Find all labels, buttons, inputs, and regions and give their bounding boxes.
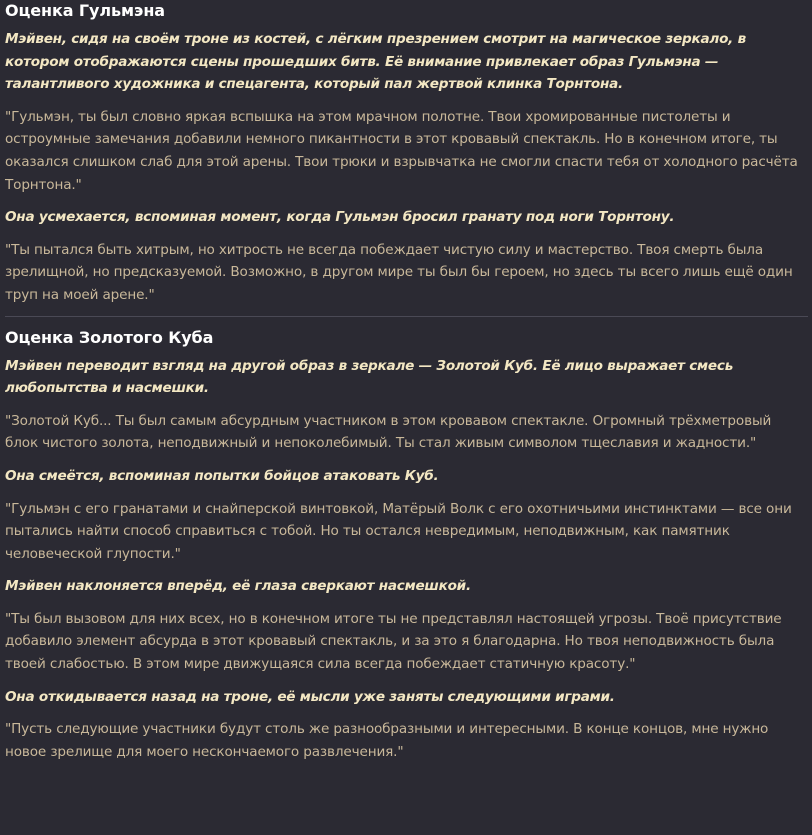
section-heading: Оценка Гульмэна bbox=[5, 1, 165, 20]
narration-paragraph: Она усмехается, вспоминая момент, когда Гульмэн бросил гранату под ноги Торнтону. bbox=[5, 209, 675, 226]
dialogue-paragraph: "Гульмэн, ты был словно яркая вспышка на этом мрачном полотне. Твои хромированные пистолеты и остроумные замечания добавили немного пикантности в этот кровавый спектакль. Но в конечном итоге, ты оказался слишком слаб для этой арены. Твои трюки и взрывчатка не смогли спасти тебя от холодного расчёта Торнтона." bbox=[5, 108, 798, 193]
dialogue-paragraph: "Ты пытался быть хитрым, но хитрость не всегда побеждает чистую силу и мастерство. Твоя смерть была зрелищной, но предсказуемой. Возможно, в другом мире ты был бы героем, но здесь ты всего лишь ещё один труп на моей арене." bbox=[5, 241, 793, 303]
narration-paragraph: Мэйвен наклоняется вперёд, её глаза сверкают насмешкой. bbox=[5, 578, 471, 595]
section-heading: Оценка Золотого Куба bbox=[5, 327, 214, 347]
dialogue-paragraph: "Пусть следующие участники будут столь же разнообразными и интересными. В конце концов, мне нужно новое зрелище для моего нескончаемого развлечения." bbox=[5, 721, 769, 760]
section-gulman-assessment bbox=[5, 0, 808, 307]
dialogue-paragraph: "Золотой Куб... Ты был самым абсурдным участником в этом кровавом спектакле. Огромный трёхметровый блок чистого золота, неподвижный и непоколебимый. Ты стал живым символом тщеславия и жадности." bbox=[5, 412, 772, 452]
narration-paragraph: Мэйвен, сидя на своём троне из костей, с лёгким презрением смотрит на магическое зеркало, в котором отображаются сцены прошедших битв. Её внимание привлекает образ Гульмэна — талантливого художника и спецагента, который пал жертвой клинка Торнтона. bbox=[5, 31, 746, 93]
dialogue-paragraph: "Ты был вызовом для них всех, но в конечном итоге ты не представлял настоящей угрозы. Твоё присутствие добавило элемент абсурда в этот кровавый спектакль, и за это я благодарна. Но твоя неподвижность была твоей слабостью. В этом мире движущаяся сила всегда побеждает статичную красоту." bbox=[5, 610, 782, 673]
narration-paragraph: Мэйвен переводит взгляд на другой образ в зеркале — Золотой Куб. Её лицо выражает смесь любопытства и насмешки. bbox=[5, 357, 734, 397]
narration-paragraph: Она откидывается назад на троне, её мысли уже заняты следующими играми. bbox=[5, 688, 615, 705]
dialogue-paragraph: "Гульмэн с его гранатами и снайперской винтовкой, Матёрый Волк с его охотничьими инстинктами — все они пытались найти способ справиться с тобой. Но ты остался невредимым, неподвижным, как памятник человеческой глупости." bbox=[5, 500, 792, 562]
narration-paragraph: Она смеётся, вспоминая попытки бойцов атаковать Куб. bbox=[5, 467, 439, 484]
section-golden-cube-assessment bbox=[5, 317, 808, 764]
